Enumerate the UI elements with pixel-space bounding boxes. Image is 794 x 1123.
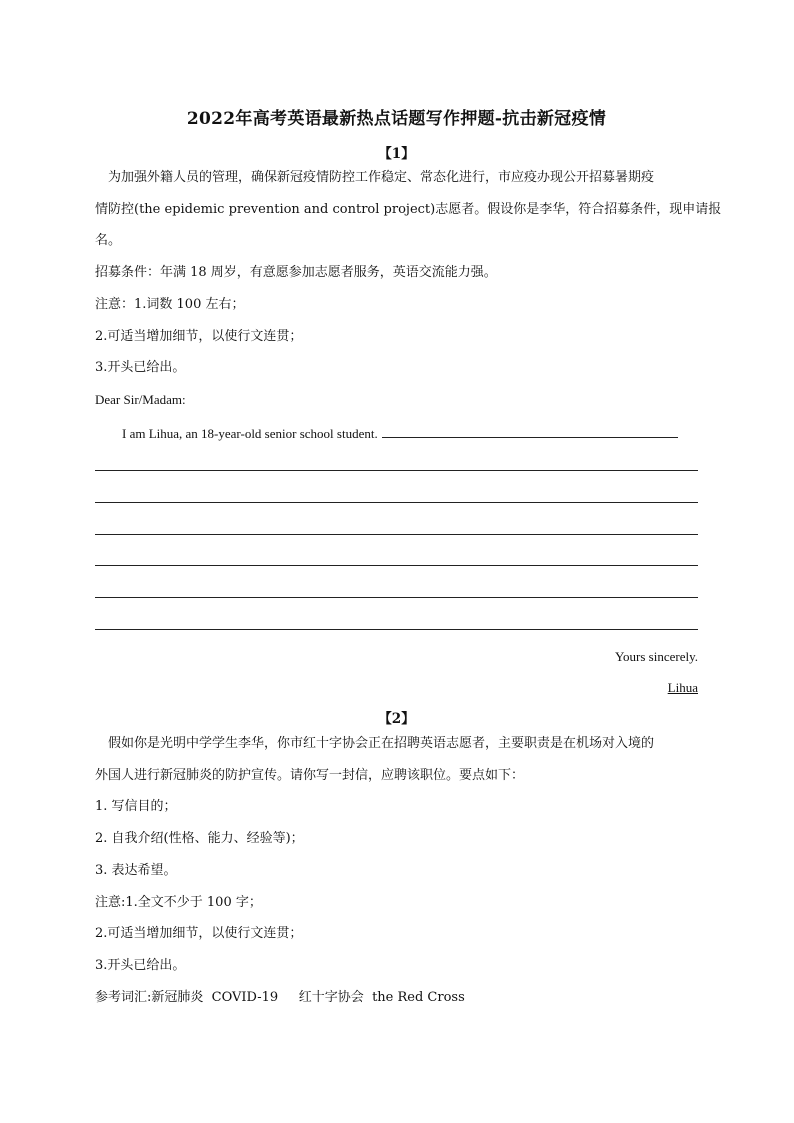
section-2-point-1: 1. 写信目的； xyxy=(95,799,177,814)
section-2-note-3: 3.开头已给出。 xyxy=(95,958,186,973)
writing-blank-line[interactable] xyxy=(95,597,698,598)
document-title: 2022年高考英语最新热点话题写作押题-抗击新冠疫情 xyxy=(186,109,607,129)
writing-blank-line[interactable] xyxy=(95,565,698,566)
letter-signature-row xyxy=(95,678,698,698)
section-1-note-3: 3.开头已给出。 xyxy=(95,360,186,375)
section-2-paragraph-line-1: 假如你是光明中学学生李华，你市红十字协会正在招聘英语志愿者，主要职责是在机场对入境的 xyxy=(108,736,655,751)
letter-salutation: Dear Sir/Madam: xyxy=(95,392,186,407)
writing-blank-line[interactable] xyxy=(95,470,698,471)
section-1-heading: 【1】 xyxy=(378,146,415,162)
section-1-note-1: 注意：1.词数 100 左右； xyxy=(95,297,245,312)
writing-blank-line[interactable] xyxy=(95,502,698,503)
letter-signature: Lihua xyxy=(667,680,698,695)
section-2-point-2: 2. 自我介绍(性格、能力、经验等)； xyxy=(95,831,304,846)
letter-closing: Yours sincerely. xyxy=(614,649,698,664)
section-2-heading: 【2】 xyxy=(378,711,415,727)
writing-blank-line[interactable] xyxy=(95,629,698,630)
section-1-paragraph-line-2: 情防控(the epidemic prevention and control project)志愿者。假设你是李华，符合招募条件，现申请报 xyxy=(95,202,722,217)
letter-opening-sentence: I am Lihua, an 18-year-old senior school student. xyxy=(122,426,378,441)
section-2-point-3: 3. 表达希望。 xyxy=(95,863,177,878)
section-1-note-2: 2.可适当增加细节，以使行文连贯； xyxy=(95,329,303,344)
section-1-paragraph-line-1: 为加强外籍人员的管理，确保新冠疫情防控工作稳定、常态化进行，市应疫办现公开招募暑期疫 xyxy=(108,170,655,185)
section-2-vocabulary: 参考词汇:新冠肺炎 COVID-19 红十字协会 the Red Cross xyxy=(95,990,465,1005)
writing-blank-line[interactable] xyxy=(382,423,678,438)
writing-blank-line[interactable] xyxy=(95,534,698,535)
section-2-paragraph-line-2: 外国人进行新冠肺炎的防护宣传。请你写一封信，应聘该职位。要点如下： xyxy=(95,768,525,783)
section-2-note-2: 2.可适当增加细节，以使行文连贯； xyxy=(95,926,303,941)
letter-opening-line xyxy=(95,423,698,444)
section-1-conditions: 招募条件：年满 18 周岁，有意愿参加志愿者服务，英语交流能力强。 xyxy=(95,265,497,280)
section-2-note-1: 注意:1.全文不少于 100 字； xyxy=(95,895,262,910)
section-1-paragraph-line-3: 名。 xyxy=(95,233,122,248)
